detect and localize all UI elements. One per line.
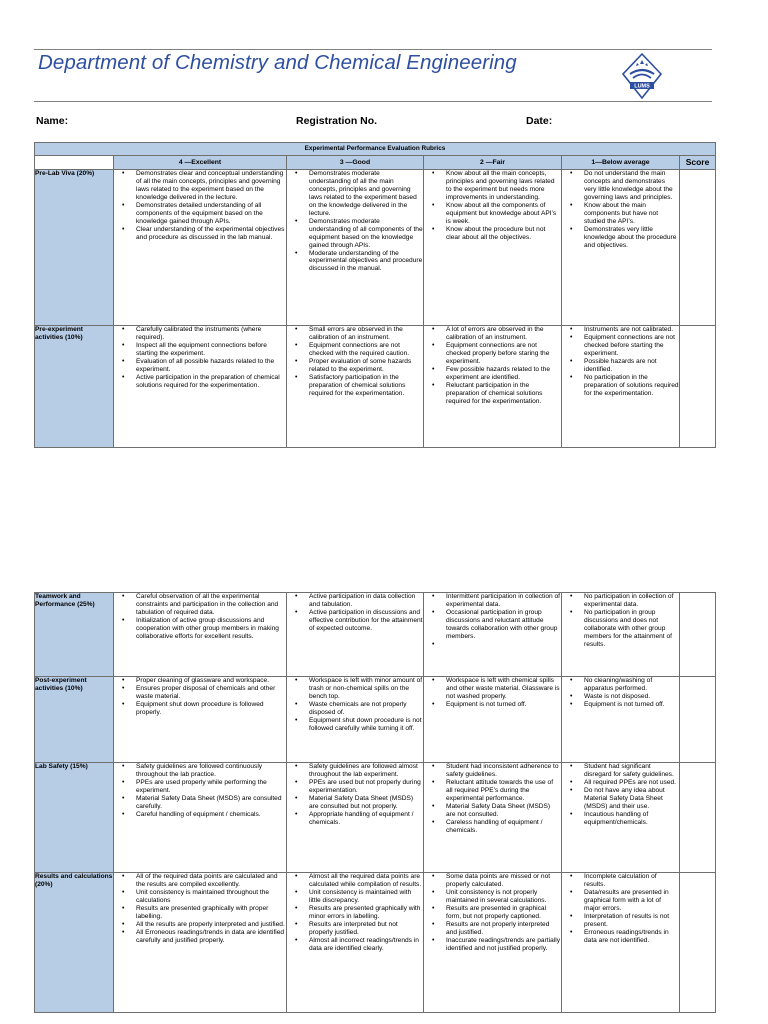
rubric-bullet-item: • Reluctant attitude towards the use of all required PPE’s during the experimental performance.: [424, 779, 561, 803]
rubric-bullet-item: • Ensures proper disposal of chemicals and other waste material.: [114, 685, 286, 701]
rubric-bullet-item: • Unit consistency is maintained with little discrepancy.: [287, 889, 423, 905]
score-cell[interactable]: [680, 677, 716, 763]
score-cell[interactable]: [680, 170, 716, 326]
rubric-bullet-item: • All Erroneous readings/trends in data are identified carefully and justified properly.: [114, 929, 286, 945]
col-header-excellent: 4 —Excellent: [114, 156, 287, 170]
criterion-label: Teamwork and Performance (25%): [35, 593, 114, 677]
department-title: Department of Chemistry and Chemical Engineering: [38, 51, 517, 74]
rubric-bullet-item: • Results are presented graphically with minor errors in labelling.: [287, 905, 423, 921]
rubric-bullet-item: • PPEs are used properly while performing the experiment.: [114, 779, 286, 795]
rubric-bullet-item: • Safety guidelines are followed continuously throughout the lab practice.: [114, 763, 286, 779]
rubric-bullet-item: • Do not understand the main concepts and demonstrates very little knowledge about the governing laws and principles.: [562, 170, 679, 202]
fair-cell: [424, 763, 562, 873]
good-cell: [287, 326, 424, 448]
rubric-bullet-item: • Results are interpreted but not properly justified.: [287, 921, 423, 937]
corner-cell: [35, 156, 114, 170]
rubric-bullet-item: • Know about all the main concepts, principles and governing laws related to the experiment but needs more improvements in understanding.: [424, 170, 561, 202]
rubric-bullet-item: • Know about all the components of equipment but knowledge about API’s is week.: [424, 202, 561, 226]
good-cell: [287, 763, 424, 873]
rubric-bullet-item: • Active participation in data collection and tabulation.: [287, 593, 423, 609]
rubric-bullet-item: • Interpretation of results is not present.: [562, 913, 679, 929]
rubric-bullet-item: • Safety guidelines are followed almost throughout the lab experiment.: [287, 763, 423, 779]
rubric-bullet-item: • Incautious handling of equipment/chemicals.: [562, 811, 679, 827]
header-rule: [34, 101, 712, 102]
rubric-bullet-item: • Initialization of active group discussions and cooperation with other group members in making collaborative efforts for excellent results.: [114, 617, 286, 641]
rubric-bullet-item: • Possible hazards are not identified.: [562, 358, 679, 374]
rubric-bullet-item: • Proper evaluation of some hazards related to the experiment.: [287, 358, 423, 374]
rubric-caption: Experimental Performance Evaluation Rubrics: [35, 143, 716, 156]
rubric-row: [35, 170, 716, 326]
rubric-bullet-item: • Few possible hazards related to the experiment are identified.: [424, 366, 561, 382]
fair-cell: [424, 873, 562, 1013]
rubric-bullet-item: • Erroneous readings/trends in data are not identified.: [562, 929, 679, 945]
rubric-bullet-item: • No participation in group discussions and does not collaborate with other group members for the attainment of results.: [562, 609, 679, 649]
excellent-cell: [114, 593, 287, 677]
date-label: Date:: [526, 115, 553, 127]
rubric-bullet-item: • Do not have any idea about Material Safety Data Sheet (MSDS) and their use.: [562, 787, 679, 811]
criterion-label: Post-experiment activities (10%): [35, 677, 114, 763]
below-average-cell: [562, 326, 680, 448]
below-average-cell: [562, 593, 680, 677]
criterion-label: Lab Safety (15%): [35, 763, 114, 873]
rubric-table-page2: [34, 592, 716, 1013]
excellent-cell: [114, 763, 287, 873]
rubric-bullet-item: • Material Safety Data Sheet (MSDS) are consulted but not properly.: [287, 795, 423, 811]
rubric-bullet-item: • All required PPEs are not used.: [562, 779, 679, 787]
rubric-bullet-item: • Results are presented in graphical form, but not properly captioned.: [424, 905, 561, 921]
rubric-bullet-item: • Know about the procedure but not clear about all the objectives.: [424, 226, 561, 242]
rubric-row: [35, 873, 716, 1013]
criterion-label: Pre-experiment activities (10%): [35, 326, 114, 448]
score-cell[interactable]: [680, 326, 716, 448]
rubric-bullet-item: • Satisfactory participation in the preparation of chemical solutions required for the experimentation.: [287, 374, 423, 398]
rubric-row: [35, 763, 716, 873]
rubric-bullet-item: [424, 641, 561, 649]
rubric-bullet-item: • Student had significant disregard for safety guidelines.: [562, 763, 679, 779]
rubric-bullet-item: • Almost all incorrect readings/trends in data are identified clearly.: [287, 937, 423, 953]
rubric-row: [35, 326, 716, 448]
rubric-bullet-item: • Small errors are observed in the calibration of an instrument.: [287, 326, 423, 342]
rubric-bullet-item: • Equipment connections are not checked before starting the experiment.: [562, 334, 679, 358]
rubric-bullet-item: • Equipment shut down procedure is not followed carefully while turning it off.: [287, 717, 423, 733]
score-cell[interactable]: [680, 873, 716, 1013]
rubric-bullet-item: • No cleaning/washing of apparatus performed.: [562, 677, 679, 693]
rubric-bullet-item: • Workspace is left with minor amount of trash or non-chemical spills on the bench top.: [287, 677, 423, 701]
rubric-bullet-item: • Know about the main components but have not studied the API’s.: [562, 202, 679, 226]
rubric-bullet-item: • Carefully calibrated the instruments (where required).: [114, 326, 286, 342]
good-cell: [287, 170, 424, 326]
top-rule: [34, 49, 712, 50]
rubric-bullet-item: • No participation in the preparation of solutions required for the experimentation.: [562, 374, 679, 398]
fair-cell: [424, 677, 562, 763]
rubric-bullet-item: • Careful handling of equipment / chemicals.: [114, 811, 286, 819]
col-header-below-average: 1—Below average: [562, 156, 680, 170]
rubric-bullet-item: • Results are presented graphically with proper labelling.: [114, 905, 286, 921]
rubric-bullet-item: • Unit consistency is not properly maintained in several calculations.: [424, 889, 561, 905]
below-average-cell: [562, 763, 680, 873]
rubric-bullet-item: • All of the required data points are calculated and the results are compiled excellently.: [114, 873, 286, 889]
excellent-cell: [114, 170, 287, 326]
excellent-cell: [114, 326, 287, 448]
rubric-bullet-item: • A lot of errors are observed in the calibration of an instrument.: [424, 326, 561, 342]
rubric-bullet-item: • Equipment is not turned off.: [424, 701, 561, 709]
rubric-bullet-item: • Active participation in discussions and effective contribution for the attainment of expected outcome.: [287, 609, 423, 633]
rubric-bullet-item: • Demonstrates moderate understanding of all components of the equipment based on the knowledge gained through APIs.: [287, 218, 423, 250]
excellent-cell: [114, 677, 287, 763]
score-cell[interactable]: [680, 763, 716, 873]
rubric-bullet-item: • Equipment shut down procedure is followed properly.: [114, 701, 286, 717]
registration-label: Registration No.: [296, 115, 378, 127]
rubric-bullet-item: • Appropriate handling of equipment / chemicals.: [287, 811, 423, 827]
criterion-label: Pre-Lab Viva (20%): [35, 170, 114, 326]
rubric-bullet-item: • Evaluation of all possible hazards related to the experiment.: [114, 358, 286, 374]
rubric-bullet-item: • Unit consistency is maintained throughout the calculations: [114, 889, 286, 905]
rubric-bullet-item: • All the results are properly interpreted and justified.: [114, 921, 286, 929]
good-cell: [287, 677, 424, 763]
rubric-bullet-item: • Equipment connections are not checked with the required caution.: [287, 342, 423, 358]
fair-cell: [424, 170, 562, 326]
rubric-bullet-item: • Equipment connections are not checked properly before staring the experiment.: [424, 342, 561, 366]
good-cell: [287, 873, 424, 1013]
below-average-cell: [562, 677, 680, 763]
rubric-bullet-item: • Material Safety Data Sheet (MSDS) are not consulted.: [424, 803, 561, 819]
rubric-bullet-item: • Data/results are presented in graphical form with a lot of major errors.: [562, 889, 679, 913]
rubric-bullet-item: • Waste is not disposed.: [562, 693, 679, 701]
rubric-bullet-item: • Inspect all the equipment connections before starting the experiment.: [114, 342, 286, 358]
rubric-bullet-item: • Intermittent participation in collection of experimental data.: [424, 593, 561, 609]
rubric-table-page1: [34, 142, 716, 448]
excellent-cell: [114, 873, 287, 1013]
fair-cell: [424, 326, 562, 448]
rubric-bullet-item: • Demonstrates detailed understanding of all components of the equipment based on the knowledge gained through APIs.: [114, 202, 286, 226]
rubric-bullet-item: • Occasional participation in group discussions and reluctant attitude towards collaboration with other group members.: [424, 609, 561, 641]
rubric-bullet-item: • Instruments are not calibrated.: [562, 326, 679, 334]
criterion-label: Results and calculations (20%): [35, 873, 114, 1013]
rubric-bullet-item: • PPEs are used but not properly during experimentation.: [287, 779, 423, 795]
good-cell: [287, 593, 424, 677]
rubric-bullet-item: • Waste chemicals are not properly disposed of.: [287, 701, 423, 717]
rubric-bullet-item: • Incomplete calculation of results.: [562, 873, 679, 889]
rubric-row: [35, 593, 716, 677]
rubric-bullet-item: • Inaccurate readings/trends are partially identified and not justified properly.: [424, 937, 561, 953]
rubric-bullet-item: • Careful observation of all the experimental constraints and participation in the collection and tabulation of required data.: [114, 593, 286, 617]
rubric-bullet-item: • Some data points are missed or not properly calculated.: [424, 873, 561, 889]
below-average-cell: [562, 170, 680, 326]
rubric-bullet-item: • Demonstrates clear and conceptual understanding of all the main concepts, principles and governing laws related to the experiment based on the knowledge delivered in the lecture.: [114, 170, 286, 202]
score-cell[interactable]: [680, 593, 716, 677]
rubric-bullet-item: • Active participation in the preparation of chemical solutions required for the experimentation.: [114, 374, 286, 390]
name-label: Name:: [36, 115, 69, 127]
rubric-bullet-item: • Almost all the required data points are calculated while compilation of results.: [287, 873, 423, 889]
rubric-bullet-item: • Clear understanding of the experimental objectives and procedure as discussed in the lab manual.: [114, 226, 286, 242]
rubric-bullet-item: • Demonstrates moderate understanding of all the main concepts, principles and governing laws related to the experiment based on the knowledge delivered in the lecture.: [287, 170, 423, 218]
fair-cell: [424, 593, 562, 677]
rubric-bullet-item: • Demonstrates very little knowledge about the procedure and objectives.: [562, 226, 679, 250]
rubric-bullet-item: • Workspace is left with chemical spills and other waste material. Glassware is not washed properly.: [424, 677, 561, 701]
rubric-bullet-item: • Equipment is not turned off.: [562, 701, 679, 709]
lums-logo: [621, 52, 663, 100]
rubric-bullet-item: • Reluctant participation in the preparation of chemical solutions required for the experimentation.: [424, 382, 561, 406]
rubric-row: [35, 677, 716, 763]
col-header-good: 3 —Good: [287, 156, 424, 170]
rubric-bullet-item: • Student had inconsistent adherence to safety guidelines.: [424, 763, 561, 779]
rubric-bullet-item: • No participation in collection of experimental data.: [562, 593, 679, 609]
rubric-bullet-item: • Careless handling of equipment / chemicals.: [424, 819, 561, 835]
rubric-bullet-item: • Material Safety Data Sheet (MSDS) are consulted carefully.: [114, 795, 286, 811]
logo-text: LUMS: [634, 83, 650, 90]
rubric-bullet-item: • Moderate understanding of the experimental objectives and procedure discussed in the manual.: [287, 250, 423, 274]
rubric-bullet-item: • Proper cleaning of glassware and workspace.: [114, 677, 286, 685]
col-header-score: Score: [680, 156, 716, 170]
below-average-cell: [562, 873, 680, 1013]
col-header-fair: 2 —Fair: [424, 156, 562, 170]
rubric-bullet-item: • Results are not properly interpreted and justified.: [424, 921, 561, 937]
